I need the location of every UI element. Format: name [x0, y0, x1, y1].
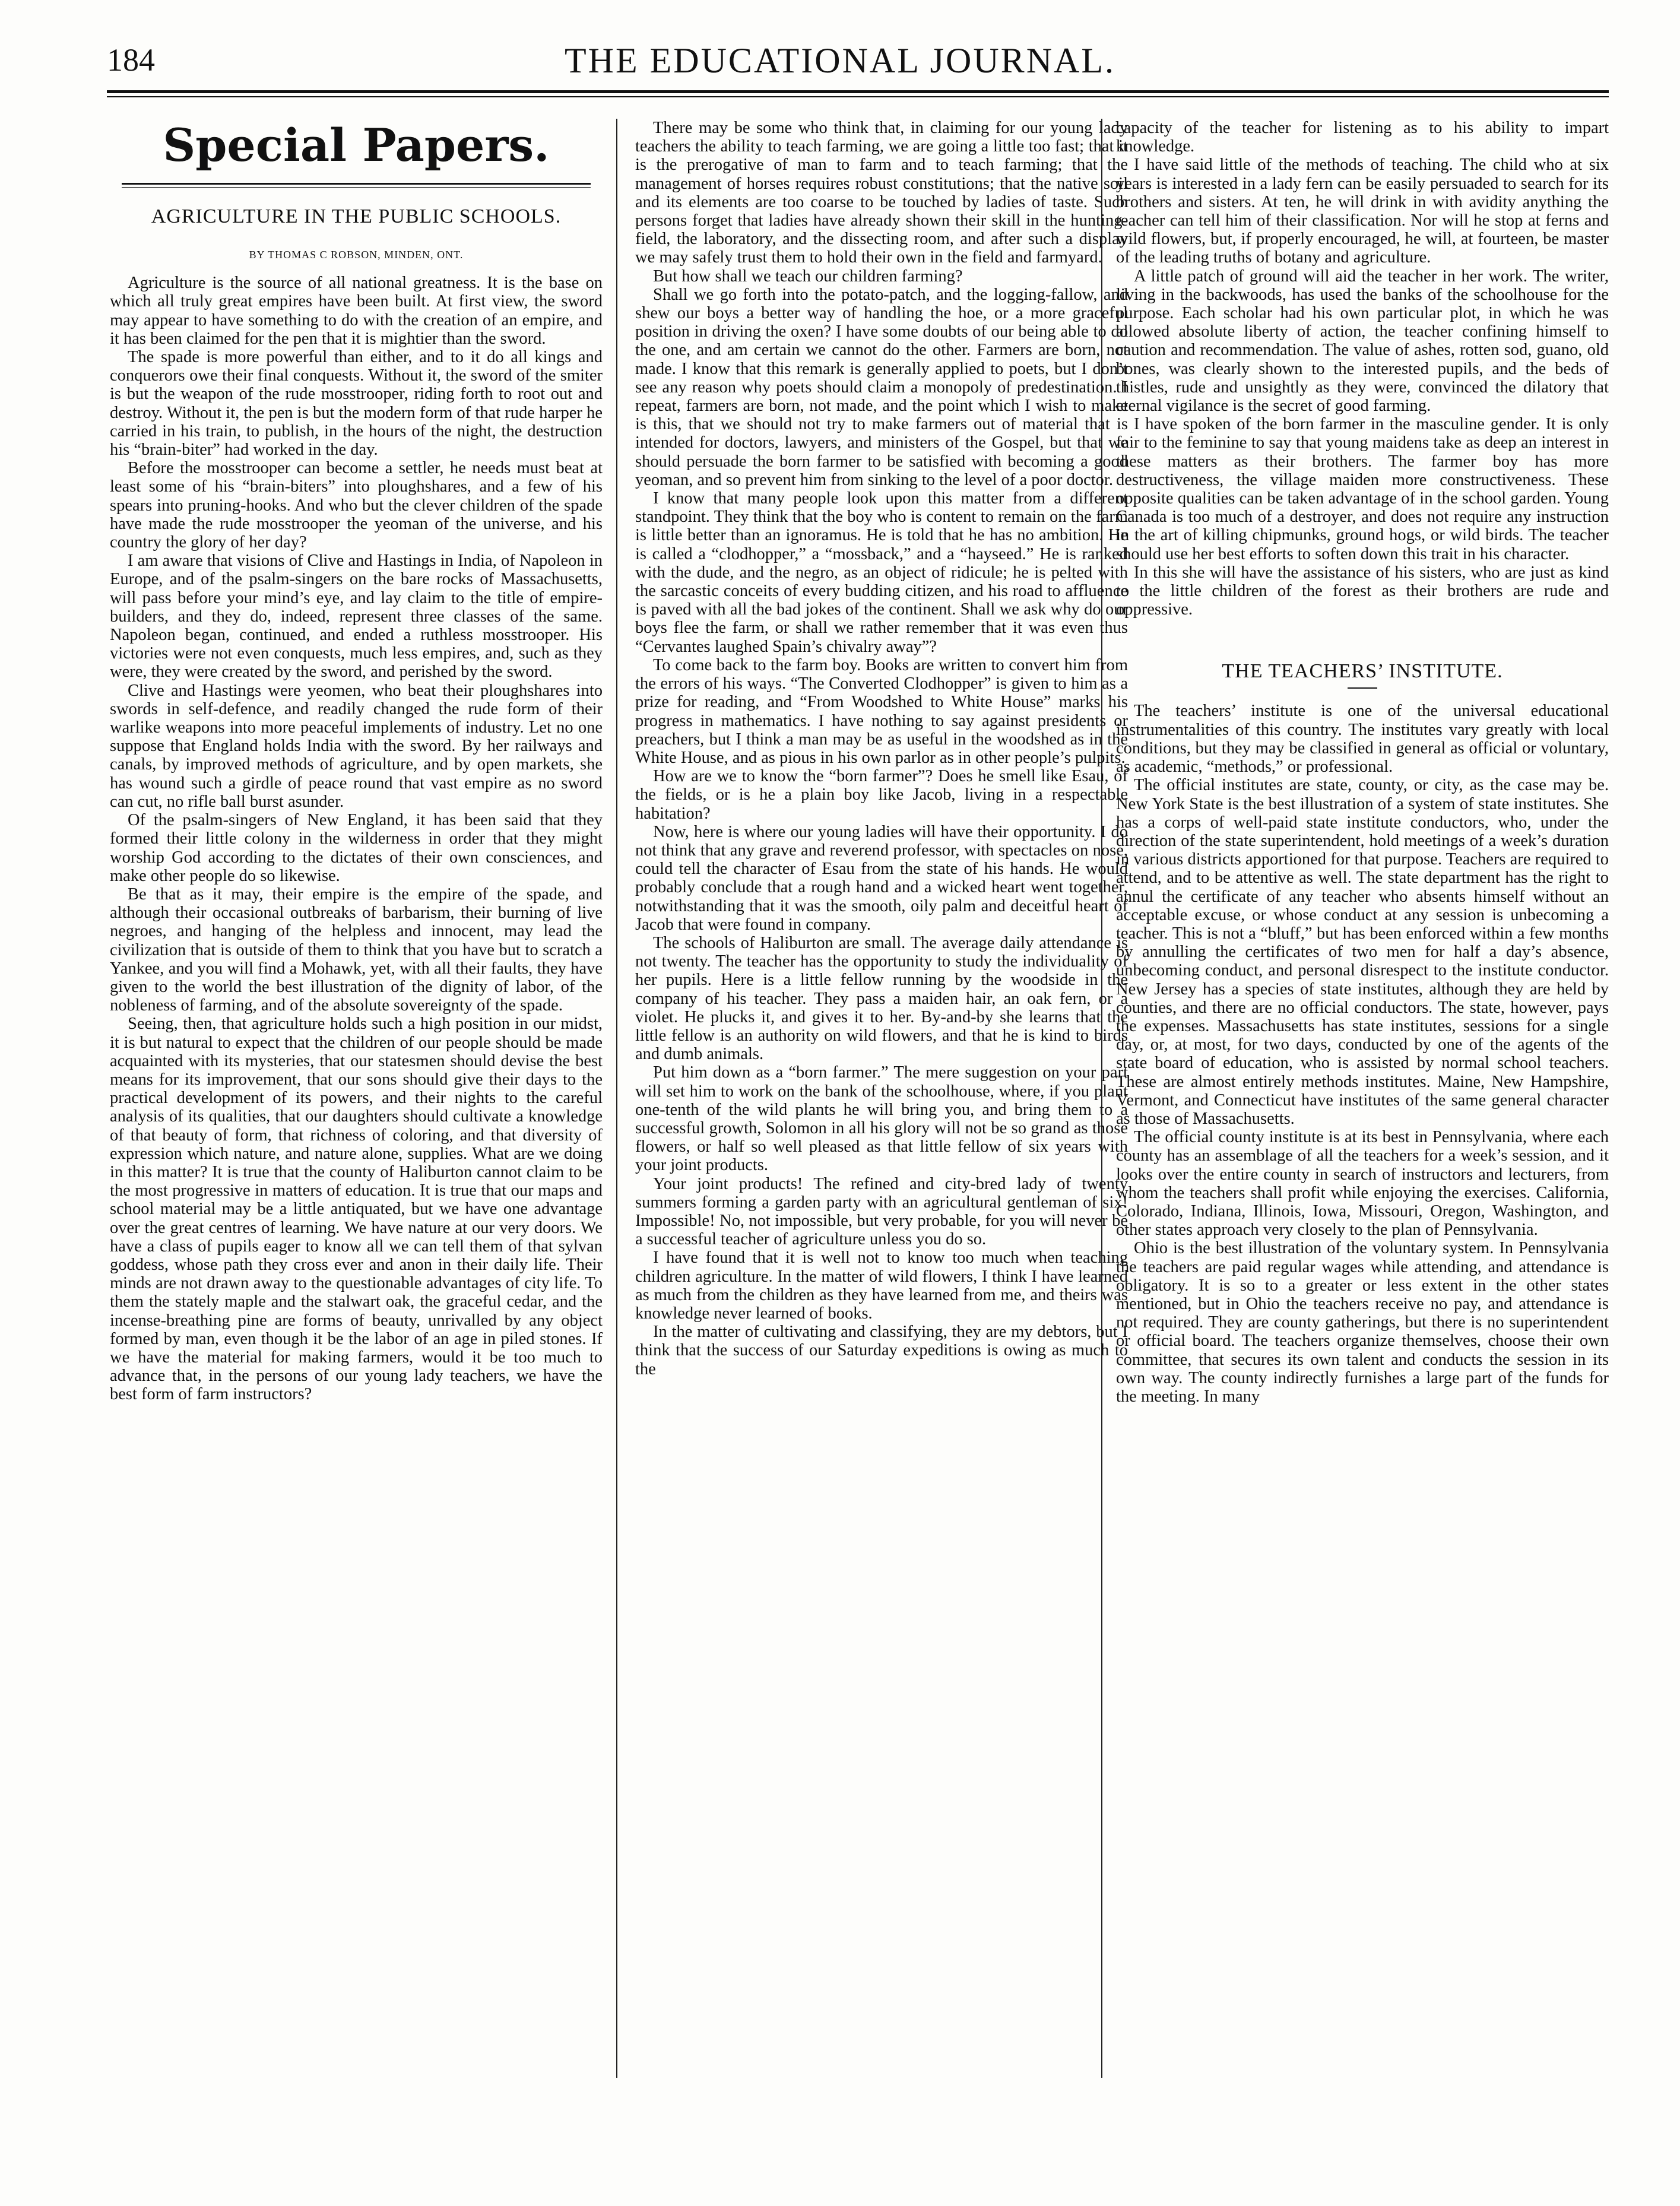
- paragraph: I have found that it is well not to know too much when teaching children agriculture. In the matter of wild flowers, I think I have learned as much from the children as they have learned from me, and theirs was knowledge never learned of books.: [635, 1248, 1128, 1323]
- paragraph: Agriculture is the source of all national greatness. It is the base on which all truly great empires have been built. At first view, the sword may appear to have something to do with the creation of an empire, and it has been claimed for the pen that it is mightier than the sword.: [110, 274, 603, 348]
- article-title: THE TEACHERS’ INSTITUTE.: [1222, 660, 1503, 683]
- header-rule: [107, 90, 1609, 93]
- paragraph: Before the mosstrooper can become a settler, he needs must beat at least some of his “brain-biters” into ploughshares, and a few of his spears into pruning-hooks. And who but the clever children of the spade have made the rude mosstrooper the yeoman of the universe, and his country the glory of her day?: [110, 459, 603, 552]
- section-rule: [122, 183, 591, 185]
- paragraph: The official county institute is at its best in Pennsylvania, where each county has an assemblage of all the teachers for a week’s session, and it looks over the entire county in search of instructors and lecturers, from whom the teachers shall profit while enjoying the exercises. California, Colorado, Indiana, Illinois, Iowa, Missouri, Oregon, Washington, and other states approach very closely to the plan of Pennsylvania.: [1116, 1128, 1609, 1240]
- article-title: AGRICULTURE IN THE PUBLIC SCHOOLS.: [151, 205, 562, 227]
- paragraph: Clive and Hastings were yeomen, who beat their ploughshares into swords in self-defence, and readily changed the rude form of their warlike weapons into more peaceful implements of industry. Let no one suppose that England holds India with the sword. By her railways and canals, by improved methods of agriculture, and by open markets, she has wound such a girdle of peace round that vast empire as no sword can cut, no rifle ball burst asunder.: [110, 681, 603, 811]
- paragraph: Of the psalm-singers of New England, it has been said that they formed their little colony in the wilderness in order that they might worship God according to the dictates of their own consciences, and make other people do so likewise.: [110, 811, 603, 885]
- paragraph: But how shall we teach our children farming?: [653, 267, 963, 286]
- paragraph: Be that as it may, their empire is the empire of the spade, and although their occasional outbreaks of barbarism, their burning of live negroes, and hanging of the helpless and innocent, may lead the civilization that is outside of them to think that you have but to scratch a Yankee, and you will find a Mohawk, yet, with all their faults, they have given to the world the best illustration of the dignity of labor, of the nobleness of farming, and of the absolute sovereignty of the spade.: [110, 885, 603, 1015]
- paragraph: How are we to know the “born farmer”? Does he smell like Esau, of the fields, or is he a plain boy like Jacob, living in a respectable habitation?: [635, 767, 1128, 823]
- paragraph: In this she will have the assistance of his sisters, who are just as kind to the little children of the forest as their brothers are rude and oppressive.: [1116, 563, 1609, 619]
- paragraph-continued: capacity of the teacher for listening as to his ability to impart knowledge.: [1116, 119, 1609, 156]
- column-divider: [616, 119, 617, 2078]
- paragraph: Your joint products! The refined and city-bred lady of twenty summers forming a garden party with an agricultural gentleman of six! Impossible! No, not impossible, but very probable, for you will never be a successful teacher of agriculture unless you do so.: [635, 1174, 1128, 1249]
- column-3: [1116, 119, 1609, 1406]
- article-teachers-institute: [1116, 660, 1609, 1406]
- section-rule-thin: [122, 187, 591, 188]
- paragraph: A little patch of ground will aid the teacher in her work. The writer, living in the backwoods, has used the banks of the schoolhouse for the purpose. Each scholar had his own particular plot, in which he was allowed absolute liberty of action, the teacher confining himself to caution and recommendation. The value of ashes, rotten sod, guano, old bones, was clearly shown to the interested pupils, and the beds of thistles, rude and unsightly as they were, convinced the dilatory that eternal vigilance is the secret of good farming.: [1116, 267, 1609, 416]
- paragraph: To come back to the farm boy. Books are written to convert him from the errors of his ways. “The Converted Clodhopper” is given to him as a prize for reading, and “From Woodshed to White House” marks his progress in mathematics. I have nothing to say against presidents or preachers, but I think a man may be as useful in the woodshed as in the White House, and as pious in his own parlor as in other people’s pulpits.: [635, 655, 1128, 767]
- paragraph: Seeing, then, that agriculture holds such a high position in our midst, it is but natural to expect that the children of our people should be made acquainted with its mysteries, that our statesmen should devise the best means for its improvement, that our sons should give their days to the practical development of its powers, and their nights to the careful analysis of its qualities, that our daughters should cultivate a knowledge of that beauty of form, that richness of coloring, and that diversity of expression which nature, and nature alone, supplies. What are we doing in this matter? It is true that the county of Haliburton cannot claim to be the most progressive in matters of education. It is true that our maps and school material may be a little antiquated, but we have one advantage over the great centres of learning. We have nature at our very doors. We have a class of pupils eager to know all we can tell them of that sylvan goddess, whose path they cross ever and anon in their daily life. Their minds are not drawn away to the questionable advantages of city life. To them the stately maple and the stalwart oak, the graceful cedar, and the incense-breathing pine are forms of beauty, unrivalled by any object formed by man, even though it be the labor of an age in piled stones. If we have the material for making farmers, would it be too much to advance that, in the persons of our young lady teachers, we have the best form of farm instructors?: [110, 1015, 603, 1404]
- paragraph: I have said little of the methods of teaching. The child who at six years is interested in a lady fern can be easily persuaded to search for its brothers and sisters. At ten, he will drink in with avidity anything the teacher can tell him of their classification. Nor will he stop at ferns and wild flowers, but, if properly encouraged, he will, at fourteen, be master of the leading truths of botany and agriculture.: [1116, 156, 1609, 267]
- column-1: [110, 119, 603, 1404]
- paragraph: Put him down as a “born farmer.” The mere suggestion on your part will set him to work on the bank of the schoolhouse, where, if you plant one-tenth of the wild plants he will bring you, and bring them to a successful growth, Solomon in all his glory will not be so grand as those flowers, or half so well pleased as that little fellow of six years with your joint products.: [635, 1063, 1128, 1175]
- paragraph: The official institutes are state, county, or city, as the case may be. New York State is the best illustration of a system of state institutes. She has a corps of well-paid state institute conductors, who, under the direction of the state superintendent, hold meetings of a week’s duration in various districts apportioned for that purpose. Teachers are required to attend, and to be attentive as well. The state department has the right to annul the certificate of any teacher who absents himself without an acceptable excuse, or whose conduct at any session is unbecoming a teacher. This is not a “bluff,” but has been enforced within a few months by annulling the certificates of two men for half a day’s absence, unbecoming conduct, and personal disrespect to the institute conductor. New Jersey has a species of state institutes, although they are held by counties, and there are no official conductors. The state, however, pays the expenses. Massachusetts has state institutes, sessions for a single day, or, at most, for two days, conducted by one of the agents of the state board of education, who is assisted by normal school teachers. These are almost entirely methods institutes. Maine, New Hampshire, Vermont, and Connecticut have institutes of the same general character as those of Massachusetts.: [1116, 776, 1609, 1128]
- paragraph: The spade is more powerful than either, and to it do all kings and conquerors owe their final conquests. Without it, the sword of the smiter is but the weapon of the rude mosstrooper, riding forth to root out and destroy. Without it, the pen is but the modern form of that rude harper he carried in his train, to publish, in the hours of the night, the destruction his “brain-biter” had worked in the day.: [110, 348, 603, 459]
- column-2: [635, 119, 1128, 1378]
- title-dash: [1348, 687, 1377, 689]
- paragraph: I have spoken of the born farmer in the masculine gender. It is only fair to the feminine to say that young maidens take as deep an interest in these matters as their brothers. The farmer boy has more destructiveness, the village maiden more constructiveness. These opposite qualities can be taken advantage of in the school garden. Young Canada is too much of a destroyer, and does not require any instruction in the art of killing chipmunks, ground hogs, or wild birds. The teacher should use her best efforts to soften down this trait in his character.: [1116, 415, 1609, 563]
- section-heading: Special Papers.: [163, 119, 550, 172]
- paragraph: I am aware that visions of Clive and Hastings in India, of Napoleon in Europe, and of the psalm-singers on the bare rocks of Massachusetts, will pass before your mind’s eye, and lay claim to the title of empire-builders, and they do, indeed, represent three classes of the same. Napoleon began, continued, and ended a ruthless mosstrooper. His victories were not even conquests, much less empires, and, such as they were, they were created by the sword, and perished by the sword.: [110, 552, 603, 682]
- paragraph: Now, here is where our young ladies will have their opportunity. I do not think that any grave and reverend professor, with spectacles on nose, could tell the character of Esau from the state of his hands. He would probably conclude that a rough hand and a wicked heart went together, notwithstanding that it was the smooth, oily palm and deceitful heart of Jacob that were found in company.: [635, 822, 1128, 934]
- paragraph: I know that many people look upon this matter from a different standpoint. They think that the boy who is content to remain on the farm is little better than an ignoramus. He is told that he has no ambition. He is called a “clodhopper,” a “mossback,” and a “hayseed.” He is ranked with the dude, and the negro, as an object of ridicule; he is pelted with the sarcastic conceits of every budding citizen, and his road to affluence is paved with all the bad jokes of the continent. Shall we ask why do our boys flee the farm, or shall we rather remember that it was even thus “Cervantes laughed Spain’s chivalry away”?: [635, 489, 1128, 656]
- paragraph: In the matter of cultivating and classifying, they are my debtors, but I think that the success of our Saturday expeditions is owing as much to the: [635, 1323, 1128, 1378]
- page-number: 184: [107, 42, 155, 78]
- paragraph: Ohio is the best illustration of the voluntary system. In Pennsylvania the teachers are paid regular wages while attending, and attendance is obligatory. It is so to a greater or less extent in the other states mentioned, but in Ohio the teachers receive no pay, and attendance is not required. They are county gatherings, but there is no superintendent or official board. The teachers organize themselves, choose their own committee, that secures its own talent and conducts the session in its own way. The county indirectly furnishes a large part of the funds for the meeting. In many: [1116, 1239, 1609, 1406]
- header-rule-thin: [107, 96, 1609, 97]
- paragraph: There may be some who think that, in claiming for our young lady teachers the ability to teach farming, we are going a little too fast; that it is the prerogative of man to farm and to teach farming; that the management of horses requires robust constitutions; that the native soil and its elements are too coarse to be touched by ladies of taste. Such persons forget that ladies have already shown their skill in the hunting-field, the laboratory, and the dissecting room, and after such a display we may safely trust them to hold their own in the field and farmyard.: [635, 119, 1128, 267]
- paragraph: The teachers’ institute is one of the universal educational instrumentalities of this country. The institutes vary greatly with local conditions, but they may be classified in general as official or voluntary, as academic, “methods,” or professional.: [1116, 702, 1609, 776]
- paragraph: Shall we go forth into the potato-patch, and the logging-fallow, and shew our boys a better way of handling the hoe, or a more graceful position in driving the oxen? I have some doubts of our being able to do the one, and am certain we cannot do the other. Farmers are born, not made. I know that this remark is generally applied to poets, but I don’t see any reason why poets should claim a monopoly of predestination. I repeat, farmers are born, not made, and the point which I wish to make is this, that we should not try to make farmers out of material that is intended for doctors, lawyers, and ministers of the Gospel, but that we should persuade the born farmer to be satisfied with becoming a good yeoman, and so prevent him from sinking to the level of a poor doctor.: [635, 285, 1128, 489]
- journal-title: THE EDUCATIONAL JOURNAL.: [564, 41, 1116, 80]
- byline: BY THOMAS C ROBSON, MINDEN, ONT.: [249, 249, 464, 261]
- paragraph: The schools of Haliburton are small. The average daily attendance is not twenty. The teacher has the opportunity to study the individuality of her pupils. Here is a little fellow running by the woodside in the company of his teacher. They pass a maiden hair, an oak fern, or a violet. He plucks it, and gives it to her. By-and-by she learns that the little fellow is an authority on wild flowers, and that he is kind to birds and dumb animals.: [635, 933, 1128, 1064]
